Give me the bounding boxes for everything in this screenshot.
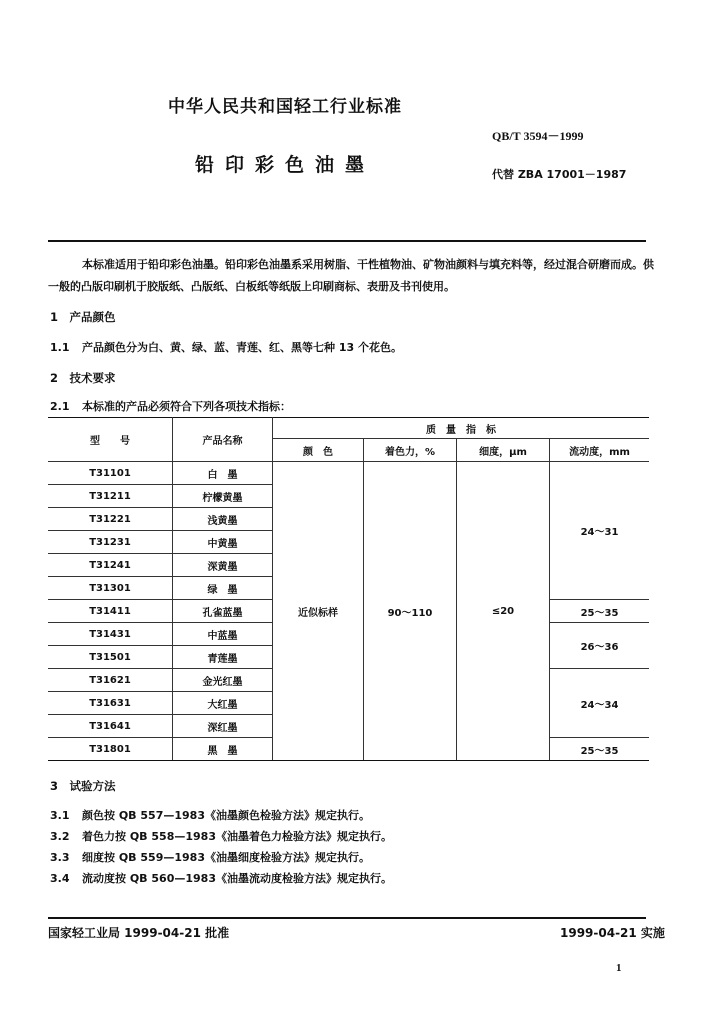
item-number: 2.1 <box>50 400 70 413</box>
cell-model: T31301 <box>48 577 173 600</box>
header-model: 型 号 <box>48 418 173 462</box>
header-fineness: 细度，μm <box>457 439 550 462</box>
intro-paragraph: 本标准适用于铅印彩色油墨。铅印彩色油墨系采用树脂、干性植物油、矿物油颜料与填充料等，经过混合研磨而成。供一般的凸版印刷机于胶版纸、凸版纸、白板纸等纸版上印刷商标、表册及书刊使用。 <box>48 258 654 293</box>
item-number: 3.3 <box>50 851 70 864</box>
cell-model: T31501 <box>48 646 173 669</box>
cell-name: 浅黄墨 <box>173 508 273 531</box>
cell-model: T31241 <box>48 554 173 577</box>
item-text: 细度按 QB 559—1983《油墨细度检验方法》规定执行。 <box>82 851 370 864</box>
header-strength: 着色力，% <box>364 439 457 462</box>
cell-name: 深黄墨 <box>173 554 273 577</box>
cell-name: 柠檬黄墨 <box>173 485 273 508</box>
cell-model: T31641 <box>48 715 173 738</box>
cell-name: 中黄墨 <box>173 531 273 554</box>
item-number: 3.1 <box>50 809 70 822</box>
page-number: 1 <box>616 962 622 974</box>
section-3-2 <box>50 828 392 844</box>
effective-note: 1999-04-21 实施 <box>560 926 665 940</box>
section-1-heading: 1 产品颜色 <box>50 310 116 324</box>
cell-flow: 25～35 <box>550 600 650 623</box>
item-number: 3.4 <box>50 872 70 885</box>
item-number: 3.2 <box>50 830 70 843</box>
cell-name: 黑 墨 <box>173 738 273 761</box>
replaces-note: 代替 ZBA 17001－1987 <box>492 168 627 181</box>
item-number: 1.1 <box>50 341 70 354</box>
cell-name: 绿 墨 <box>173 577 273 600</box>
cell-name: 孔雀蓝墨 <box>173 600 273 623</box>
cell-flow: 24～31 <box>550 462 650 600</box>
standard-code: QB/T 3594－1999 <box>492 129 584 143</box>
section-2-heading: 2 技术要求 <box>50 371 116 385</box>
cell-model: T31231 <box>48 531 173 554</box>
section-3-3 <box>50 849 370 865</box>
item-text: 本标准的产品必须符合下列各项技术指标： <box>82 400 291 413</box>
spec-table <box>48 417 649 761</box>
header-quality: 质 量 指 标 <box>273 418 650 439</box>
item-text: 颜色按 QB 557—1983《油墨颜色检验方法》规定执行。 <box>82 809 370 822</box>
cell-name: 深红墨 <box>173 715 273 738</box>
cell-model: T31801 <box>48 738 173 761</box>
item-text: 产品颜色分为白、黄、绿、蓝、青莲、红、黑等七种 13 个花色。 <box>82 341 402 354</box>
header-color: 颜 色 <box>273 439 364 462</box>
cell-model: T31411 <box>48 600 173 623</box>
cell-flow: 26～36 <box>550 623 650 669</box>
section-2-1 <box>50 398 291 414</box>
header-name: 产品名称 <box>173 418 273 462</box>
header-divider <box>48 240 646 242</box>
cell-color: 近似标样 <box>273 462 364 761</box>
cell-model: T31621 <box>48 669 173 692</box>
cell-name: 金光红墨 <box>173 669 273 692</box>
cell-name: 青莲墨 <box>173 646 273 669</box>
cell-model: T31431 <box>48 623 173 646</box>
cell-fineness: ≤20 <box>457 462 550 761</box>
footer-divider <box>48 917 646 919</box>
table-row <box>48 462 649 485</box>
approval-note: 国家轻工业局 1999-04-21 批准 <box>48 926 230 940</box>
cell-name: 大红墨 <box>173 692 273 715</box>
item-text: 流动度按 QB 560—1983《油墨流动度检验方法》规定执行。 <box>82 872 392 885</box>
cell-model: T31211 <box>48 485 173 508</box>
standard-title: 中华人民共和国轻工行业标准 <box>168 97 402 117</box>
section-3-4 <box>50 870 392 886</box>
cell-strength: 90～110 <box>364 462 457 761</box>
cell-flow: 24～34 <box>550 669 650 738</box>
cell-model: T31101 <box>48 462 173 485</box>
document-title: 铅印彩色油墨 <box>195 154 376 176</box>
cell-name: 中蓝墨 <box>173 623 273 646</box>
cell-flow: 25～35 <box>550 738 650 761</box>
cell-model: T31221 <box>48 508 173 531</box>
section-1-1 <box>50 339 402 355</box>
item-text: 着色力按 QB 558—1983《油墨着色力检验方法》规定执行。 <box>82 830 392 843</box>
cell-model: T31631 <box>48 692 173 715</box>
section-3-1 <box>50 807 370 823</box>
cell-name: 白 墨 <box>173 462 273 485</box>
header-flow: 流动度，mm <box>550 439 650 462</box>
section-3-heading: 3 试验方法 <box>50 779 116 793</box>
